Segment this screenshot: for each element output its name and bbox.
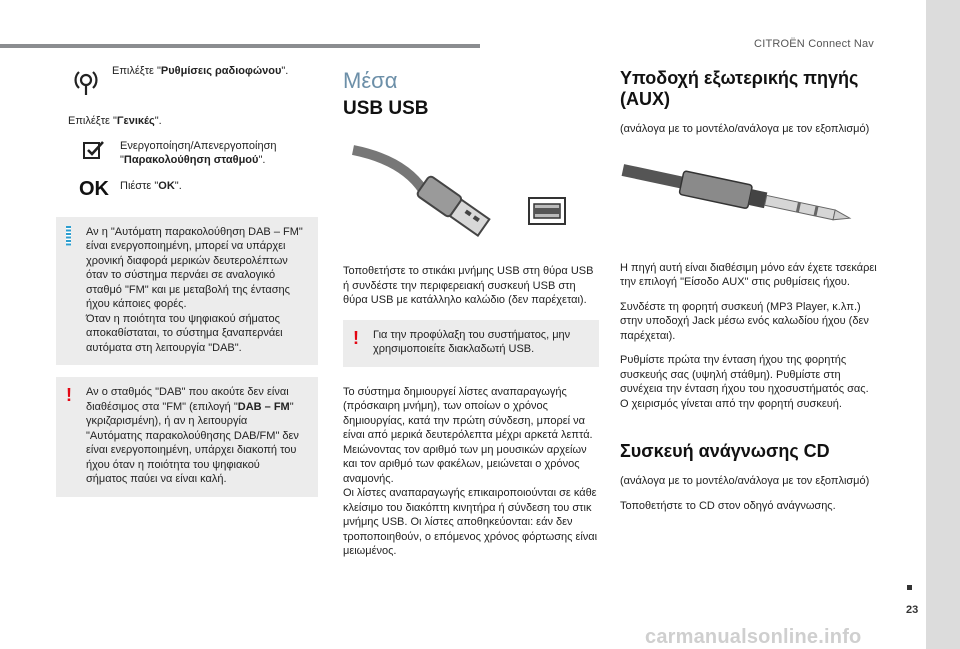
aux-text-3: Ρυθμίστε πρώτα την ένταση ήχου της φορητής συσκευής σας (υψηλή στάθμη). Ρυθμίστε στη συνέχεια την ένταση ήχου του ηχοσυστήματός σας. Ο χειρισμός γίνεται από την φορητή συσκευή. [620, 354, 869, 410]
cd-heading: Συσκευή ανάγνωσης CD [620, 441, 830, 461]
warning-icon: ! [66, 385, 72, 405]
page-number: 23 [906, 604, 919, 616]
usb-illustration [343, 130, 599, 250]
page-marker [907, 585, 912, 590]
column-media [343, 64, 599, 569]
warning-note-dab [56, 377, 318, 497]
audio-jack-icon [620, 147, 880, 247]
general-text: Επιλέξτε "Γενικές". [68, 115, 162, 127]
aux-subtitle: (ανάλογα με το μοντέλο/ανάλογα με τον εξοπλισμό) [620, 123, 870, 135]
aux-text-2: Συνδέστε τη φορητή συσκευή (MP3 Player, κ.λπ.) στην υποδοχή Jack μέσω ενός καλωδίου ήχου (δεν παρέχεται). [620, 300, 869, 342]
warning-icon-usb: ! [353, 327, 359, 348]
step-station-tracking [68, 139, 324, 167]
info-note-dab-fm [56, 217, 318, 366]
column-radio-settings [68, 64, 324, 507]
warning-note-text: Αν ο σταθμός "DAB" που ακούτε δεν είναι διαθέσιμος στα "FM" (επιλογή "DAB – FM" γκριζαρισμένη), ή αν η λειτουργία "Αυτόματης παρακολούθησης DAB/FM" δεν είναι ενεργοποιημένη, υπάρχει διακοπή του ήχου όταν η ποιότητα του ψηφιακού σήματος παύει να είναι καλή. [86, 386, 299, 485]
info-note-text-2: Όταν η ποιότητα του ψηφιακού σήματος αποκαθίσταται, το σύστημα ξαναπερνάει αυτόματα στη λειτουργία "DAB". [86, 312, 283, 354]
usb-text: Τοποθετήστε το στικάκι μνήμης USB στη θύρα USB ή συνδέστε την περιφερειακή συσκευή USB στη θύρα USB με κατάλληλο καλώδιο (δεν παρέχεται). [343, 265, 594, 306]
brand-label: CITROËN Connect Nav [754, 38, 874, 50]
checkbox-icon [82, 139, 106, 161]
watermark: carmanualsonline.info [645, 626, 862, 648]
aux-heading: Υποδοχή εξωτερικής πηγής (AUX) [620, 68, 859, 109]
playlist-text-2: Οι λίστες αναπαραγωγής επικαιροποιούνται σε κάθε κλείσιμο του διακόπτη κινητήρα ή σύνδεση του στικ μνήμης USB. Οι λίστες αποθηκεύονται: εάν δεν τροποποιηθούν, ο επόμενος χρόνος φόρτωσης είναι μειωμένος. [343, 487, 598, 557]
warning-note-usb [343, 320, 599, 367]
usb-heading: USB USB [343, 98, 429, 119]
station-tracking-text: Ενεργοποίηση/Απενεργοποίηση "Παρακολούθηση σταθμού". [120, 139, 277, 166]
page-edge-band [926, 0, 960, 649]
media-title: Μέσα [343, 68, 398, 93]
cd-subtitle: (ανάλογα με το μοντέλο/ανάλογα με τον εξοπλισμό) [620, 475, 870, 487]
usb-plug-icon [343, 130, 599, 250]
step-ok [68, 179, 324, 199]
info-note-text: Αν η "Αυτόματη παρακολούθηση DAB – FM" είναι ενεργοποιημένη, μπορεί να υπάρχει χρονική διαφορά μερικών δευτερολέπτων όταν το σύστημα περνάει σε αναλογικό σταθμό "FM" και με μεταβολή της έντασης ήχου κάποιες φορές. [86, 225, 303, 310]
jack-illustration [620, 147, 880, 247]
radio-settings-text: Επιλέξτε "Ρυθμίσεις ραδιοφώνου". [112, 65, 289, 77]
step-radio-settings [68, 64, 324, 96]
aux-text-1: Η πηγή αυτή είναι διαθέσιμη μόνο εάν έχετε τσεκάρει την επιλογή "Είσοδο AUX" στις ρυθμίσεις ήχου. [620, 261, 877, 288]
ok-icon: OK [79, 177, 109, 200]
warning-note-usb-text: Για την προφύλαξη του συστήματος, μην χρησιμοποιείτε διακλαδωτή USB. [373, 328, 571, 355]
ok-text: Πιέστε "OK". [120, 179, 182, 192]
info-icon [66, 226, 71, 246]
playlist-text: Το σύστημα δημιουργεί λίστες αναπαραγωγής (πρόσκαιρη μνήμη), των οποίων ο χρόνος δημιουργίας, κατά την πρώτη σύνδεση, μπορεί να είναι από μερικά δευτερόλεπτα μέχρι αρκετά λεπτά. Μειώνοντας τον αριθμό των μη μουσικών αρχείων και τον αριθμό των φακέλων, μειώνεται ο χρόνος αναμονής. [343, 385, 593, 485]
column-aux-cd [620, 64, 880, 523]
radio-settings-icon [68, 64, 104, 96]
header-rule [0, 44, 480, 48]
cd-text: Τοποθετήστε το CD στον οδηγό ανάγνωσης. [620, 499, 836, 512]
